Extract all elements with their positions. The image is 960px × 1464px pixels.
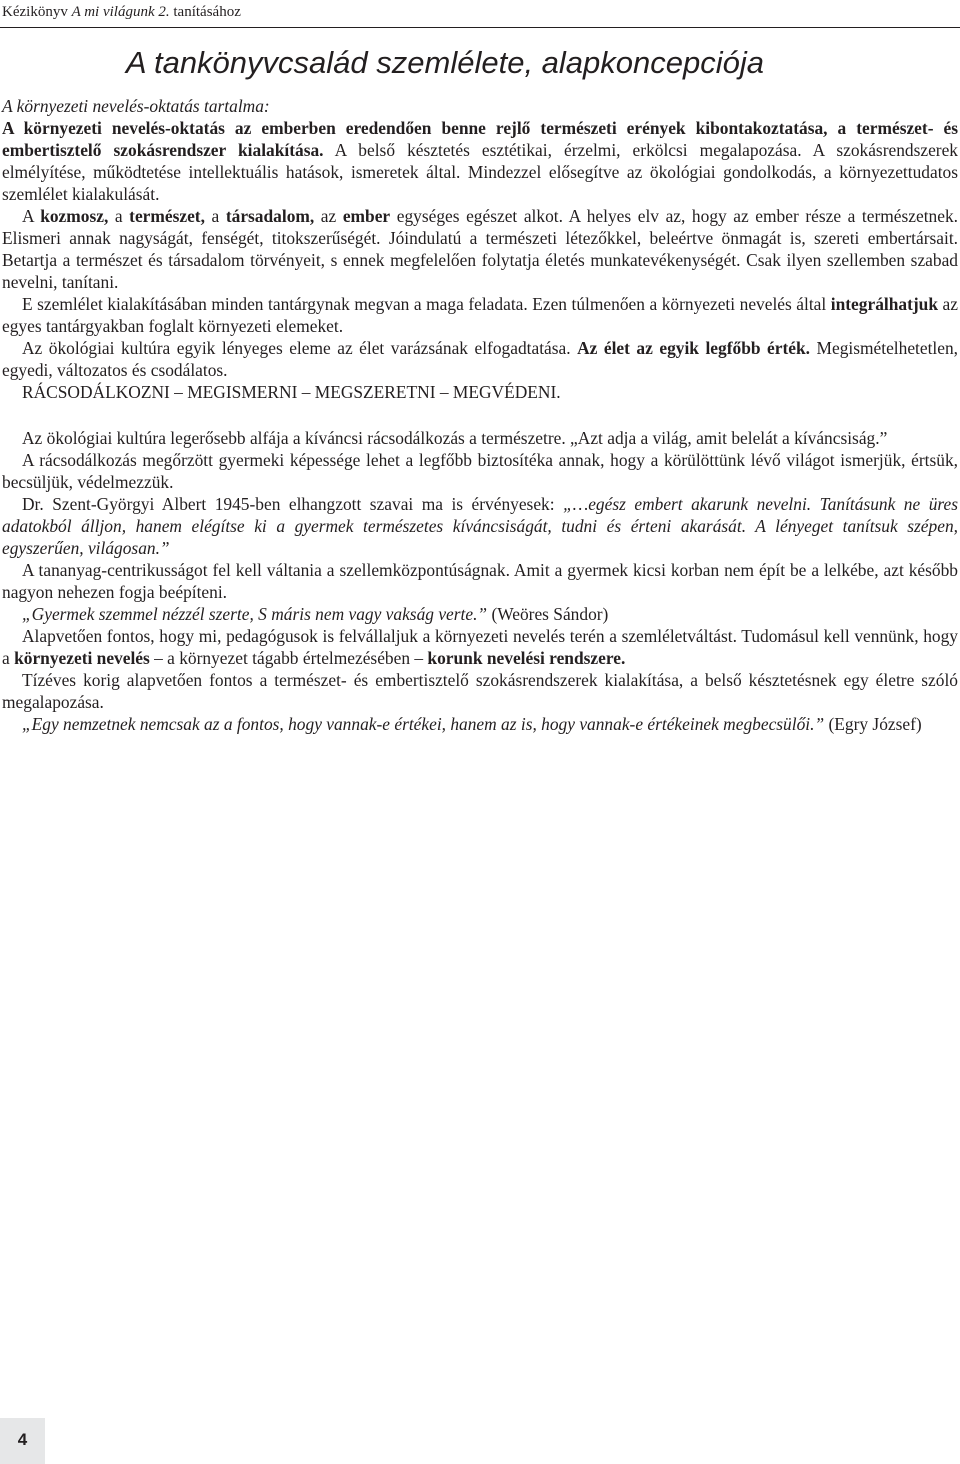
szent-gyorgyi-quote: „…egész embert akarunk nevelni. Tanításunk ne üres adatokból álljon, hanem elégítse ki a gyermek természetes kíváncsiságát, tudni és érteni akarását. A lényeget tanítsuk szépen, egyszerűen, világosan.” bbox=[2, 494, 958, 558]
weores-quote: „Gyermek szemmel nézzél szerte, S máris nem vagy vakság verte.” bbox=[22, 604, 488, 624]
motto-line: RÁCSODÁLKOZNI – MEGISMERNI – MEGSZERETNI – MEGVÉDENI. bbox=[22, 382, 561, 402]
section-subheading: A környezeti nevelés-oktatás tartalma: bbox=[2, 96, 270, 116]
header-rule bbox=[0, 27, 960, 28]
running-header bbox=[2, 2, 958, 22]
chapter-title: A tankönyvcsalád szemlélete, alapkoncepciója bbox=[125, 45, 764, 80]
page-number: 4 bbox=[17, 1430, 28, 1449]
paragraph-1-bold: A környezeti nevelés-oktatás az emberben eredendően benne rejlő természeti erények kibontakoztatása, a természet- és embertisztelő szokásrendszer kialakítása. bbox=[2, 118, 958, 160]
paragraph-8: A tananyag-centrikusságot fel kell váltania a szellemközpontúságnak. Amit a gyermek kicsi korban nem épít be a lelkébe, azt később nagyon nehezen fogja beépíteni. bbox=[2, 560, 958, 602]
running-header-prefix: Kézikönyv bbox=[2, 4, 72, 20]
paragraph-3: E szemlélet kialakításában minden tantárgynak megvan a maga feladata. Ezen túlmenően a környezeti nevelés által integrálhatjuk az egyes tantárgyakban foglalt környezeti elemeket. bbox=[2, 294, 958, 336]
paragraph-10: Alapvetően fontos, hogy mi, pedagógusok is felvállaljuk a környezeti nevelés terén a szemléletváltást. Tudomásul kell vennünk, hogy a környezeti nevelés – a környezet tágabb értelmezésében – korunk nevelési rendszere. bbox=[2, 626, 958, 668]
paragraph-6: A rácsodálkozás megőrzött gyermeki képessége lehet a legfőbb biztosítéka annak, hogy a körülöttünk lévő világot ismerjük, értsük, becsüljük, védelmezzük. bbox=[2, 450, 958, 492]
body-text bbox=[2, 95, 958, 735]
paragraph-5: Az ökológiai kultúra legerősebb alfája a kíváncsi rácsodálkozás a természetre. „Azt adja a világ, amit belelát a kíváncsiság.” bbox=[22, 428, 888, 448]
paragraph-2: A kozmosz, a természet, a társadalom, az ember egységes egészet alkot. A helyes elv az, hogy az ember része a természetnek. Elismeri annak nagyságát, fenségét, titokszerűségét. Jóindulatú a természeti létezőkkel, beleértve önmagát is, szereti embertársait. Betartja a természet és társadalom törvényeit, s ennek megfelelően folytatja életés munkatevékenységét. Csak ilyen szellemben szabad nevelni, tanítani. bbox=[2, 206, 958, 292]
paragraph-12: „Egy nemzetnek nemcsak az a fontos, hogy vannak-e értékei, hanem az is, hogy vannak-e értékeinek megbecsülői.” (Egry József) bbox=[22, 714, 922, 734]
paragraph-4: Az ökológiai kultúra egyik lényeges eleme az élet varázsának elfogadtatása. Az élet az egyik legfőbb érték. Megismételhetetlen, egyedi, változatos és csodálatos. bbox=[2, 338, 959, 380]
paragraph-1: A környezeti nevelés-oktatás az emberben eredendően benne rejlő természeti erények kibontakoztatása, a természet- és embertisztelő szokásrendszer kialakítása. A belső késztetés esztétikai, érzelmi, erkölcsi megalapozása. A szokásrendszerek elmélyítése, működtetése intellektuális hatások, ismeretek által. Mindezzel elősegítve az ökológiai gondolkodás, a környezettudatos szemlélet kialakulását. bbox=[2, 118, 959, 204]
running-header-book-title: A mi világunk 2. bbox=[71, 4, 170, 20]
paragraph-11: Tízéves korig alapvetően fontos a természet- és embertisztelő szokásrendszerek kialakítása, a belső késztetésnek egy életre szóló megalapozása. bbox=[2, 670, 958, 712]
paragraph-7: Dr. Szent-Györgyi Albert 1945-ben elhangzott szavai ma is érvényesek: „…egész embert akarunk nevelni. Tanításunk ne üres adatokból álljon, hanem elégítse ki a gyermek természetes kíváncsiságát, tudni és érteni akarását. A lényeget tanítsuk szépen, egyszerűen, világosan.” bbox=[2, 494, 958, 558]
egry-quote: „Egy nemzetnek nemcsak az a fontos, hogy vannak-e értékei, hanem az is, hogy vannak-e értékeinek megbecsülői.” bbox=[22, 714, 825, 734]
paragraph-9: „Gyermek szemmel nézzél szerte, S máris nem vagy vakság verte.” (Weöres Sándor) bbox=[22, 604, 609, 624]
running-header-suffix: tanításához bbox=[169, 4, 241, 20]
